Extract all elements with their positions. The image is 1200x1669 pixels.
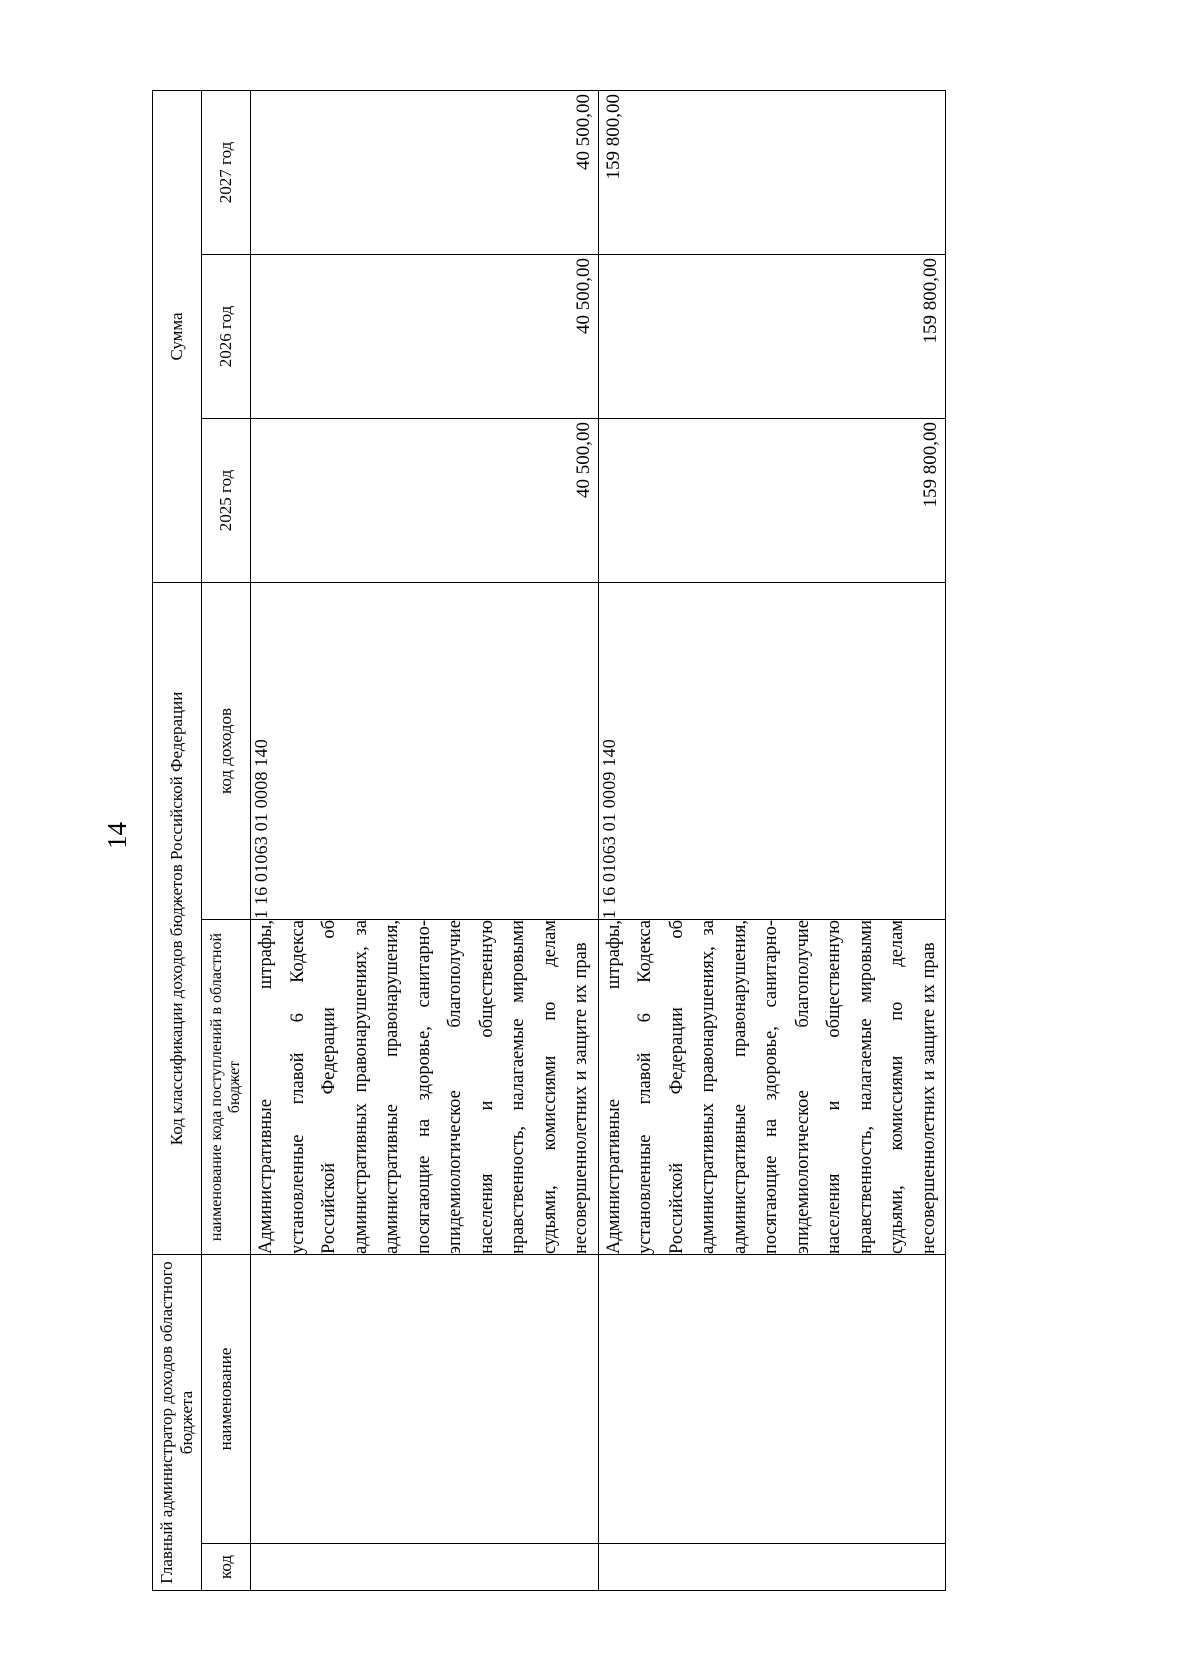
page-number: 14 — [102, 822, 132, 849]
cell-sum-2025: 40 500,00 — [251, 418, 599, 582]
header-naimenovanie: наименование — [202, 1255, 251, 1544]
header-2025: 2025 год — [202, 418, 251, 582]
cell-income-code: 1 16 01063 01 0008 140 — [251, 582, 599, 919]
income-table — [152, 90, 946, 1591]
header-2026: 2026 год — [202, 254, 251, 418]
header-income-code: код доходов — [202, 582, 251, 919]
cell-income-code: 1 16 01063 01 0009 140 — [598, 582, 946, 919]
header-sum-group: Сумма — [153, 90, 202, 582]
cell-income-name: Административные штрафы, установленные главой 6 Кодекса Российской Федерации об административных правонарушениях, за административные правонарушения, посягающие на здоровье, санитарно-эпидемиологическое благополучие населения и общественную нравственность, налагаемые мировыми судьями, комиссиями по делам несовершеннолетних и защите их прав — [598, 920, 946, 1255]
header-row-groups — [153, 90, 202, 1590]
header-classification-group: Код классификации доходов бюджетов Российской Федерации — [153, 582, 202, 1254]
cell-sum-2025: 159 800,00 — [598, 418, 946, 582]
cell-naimenovanie — [251, 1255, 599, 1544]
table-row — [598, 90, 946, 1590]
cell-kod — [598, 1544, 946, 1591]
cell-income-name: Административные штрафы, установленные главой 6 Кодекса Российской Федерации об административных правонарушениях, за административные правонарушения, посягающие на здоровье, санитарно-эпидемиологическое благополучие населения и общественную нравственность, налагаемые мировыми судьями, комиссиями по делам несовершеннолетних и защите их прав — [251, 920, 599, 1255]
header-income-name: наименование кода поступлений в областной бюджет — [202, 920, 251, 1255]
cell-naimenovanie — [598, 1255, 946, 1544]
cell-sum-2026: 159 800,00 — [598, 254, 946, 418]
header-row-columns — [202, 90, 251, 1590]
cell-sum-2027: 40 500,00 — [251, 90, 599, 254]
cell-sum-2026: 40 500,00 — [251, 254, 599, 418]
cell-kod — [251, 1544, 599, 1591]
header-2027: 2027 год — [202, 90, 251, 254]
header-admin-group: Главный администратор доходов областного бюджета — [153, 1255, 202, 1591]
rotated-table-container — [152, 91, 962, 1591]
cell-sum-2027: 159 800,00 — [598, 90, 946, 254]
table-row — [251, 90, 599, 1590]
header-kod: код — [202, 1544, 251, 1591]
